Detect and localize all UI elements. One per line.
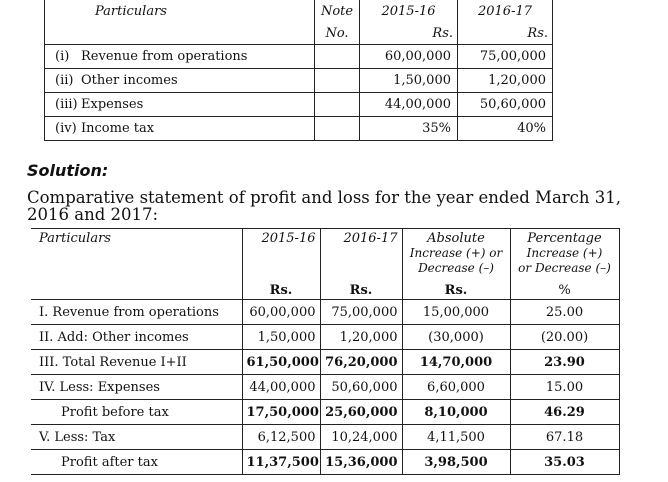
row-label: Expenses: [81, 97, 144, 112]
header-abs-line1: Absolute: [427, 231, 485, 246]
row-number: (iii): [55, 97, 78, 112]
value-percentage: 23.90: [510, 350, 619, 375]
value-year-1: 6,12,500: [242, 425, 320, 450]
header-abs-line3: Decrease (–): [418, 261, 494, 275]
solution-heading: Solution:: [27, 161, 109, 180]
header-pct-line2: Increase (+): [526, 246, 603, 260]
row-label: V. Less: Tax: [31, 425, 242, 450]
table-row: [31, 375, 619, 400]
value-percentage: (20.00): [510, 325, 619, 350]
header-unit-2: Rs.: [458, 22, 553, 45]
value-percentage: 25.00: [510, 300, 619, 325]
value-year-1: 17,50,000: [242, 400, 320, 425]
table-row: [45, 117, 553, 141]
value-year-2: 75,00,000: [320, 300, 402, 325]
comparative-statement-table: [31, 228, 620, 475]
table-row: [31, 400, 619, 425]
header-note: Note: [315, 0, 360, 22]
header-year-2: 2016-17: [320, 229, 402, 283]
unit-year-1: Rs.: [242, 282, 320, 300]
value-year-1: 60,00,000: [242, 300, 320, 325]
unit-year-2: Rs.: [320, 282, 402, 300]
value-year-2: 40%: [458, 117, 553, 141]
value-year-1: 60,00,000: [360, 45, 458, 69]
header-note-no: No.: [315, 22, 360, 45]
value-absolute: 6,60,000: [402, 375, 510, 400]
value-year-1: 35%: [360, 117, 458, 141]
value-year-1: 11,37,500: [242, 450, 320, 475]
row-number: (i): [55, 49, 70, 64]
header-unit-1: Rs.: [360, 22, 458, 45]
header-particulars: Particulars: [45, 0, 315, 22]
header-year-2: 2016-17: [458, 0, 553, 22]
header-absolute-change: [402, 229, 510, 283]
row-label: Profit before tax: [31, 400, 242, 425]
header-pct-line1: Percentage: [527, 231, 602, 246]
value-year-2: 15,36,000: [320, 450, 402, 475]
header-percentage-change: [510, 229, 619, 283]
row-number: (iv): [55, 121, 77, 136]
row-label: Revenue from operations: [81, 49, 248, 64]
table-row: [31, 325, 619, 350]
row-label: IV. Less: Expenses: [31, 375, 242, 400]
value-year-2: 76,20,000: [320, 350, 402, 375]
value-absolute: 3,98,500: [402, 450, 510, 475]
row-label: III. Total Revenue I+II: [31, 350, 242, 375]
value-absolute: 15,00,000: [402, 300, 510, 325]
value-absolute: 4,11,500: [402, 425, 510, 450]
value-absolute: 14,70,000: [402, 350, 510, 375]
table-row: [31, 350, 619, 375]
value-year-2: 50,60,000: [320, 375, 402, 400]
data-table-given: [44, 0, 553, 141]
value-percentage: 35.03: [510, 450, 619, 475]
value-year-1: 44,00,000: [360, 93, 458, 117]
table-row: [45, 69, 553, 93]
row-label: Income tax: [81, 121, 155, 136]
value-year-1: 61,50,000: [242, 350, 320, 375]
value-year-2: 50,60,000: [458, 93, 553, 117]
row-label: Other incomes: [81, 73, 178, 88]
header-year-1: 2015-16: [360, 0, 458, 22]
header-year-1: 2015-16: [242, 229, 320, 283]
value-absolute: 8,10,000: [402, 400, 510, 425]
header-pct-line3: or Decrease (–): [518, 261, 611, 275]
value-year-1: 44,00,000: [242, 375, 320, 400]
header-particulars: Particulars: [31, 229, 242, 283]
value-year-2: 75,00,000: [458, 45, 553, 69]
table-row: [31, 425, 619, 450]
value-year-2: 1,20,000: [458, 69, 553, 93]
value-year-1: 1,50,000: [242, 325, 320, 350]
table-row: [45, 45, 553, 69]
value-year-1: 1,50,000: [360, 69, 458, 93]
value-year-2: 1,20,000: [320, 325, 402, 350]
value-year-2: 25,60,000: [320, 400, 402, 425]
value-absolute: (30,000): [402, 325, 510, 350]
value-percentage: 46.29: [510, 400, 619, 425]
table-row: [31, 300, 619, 325]
table-row: [31, 450, 619, 475]
row-label: I. Revenue from operations: [31, 300, 242, 325]
row-label: Profit after tax: [31, 450, 242, 475]
row-label: II. Add: Other incomes: [31, 325, 242, 350]
unit-percentage: %: [510, 282, 619, 300]
header-abs-line2: Increase (+) or: [409, 246, 503, 260]
row-number: (ii): [55, 73, 74, 88]
value-percentage: 15.00: [510, 375, 619, 400]
value-year-2: 10,24,000: [320, 425, 402, 450]
unit-absolute: Rs.: [402, 282, 510, 300]
table-row: [45, 93, 553, 117]
statement-description: Comparative statement of profit and loss for the year ended March 31, 2016 and 2017:: [27, 188, 622, 224]
value-percentage: 67.18: [510, 425, 619, 450]
